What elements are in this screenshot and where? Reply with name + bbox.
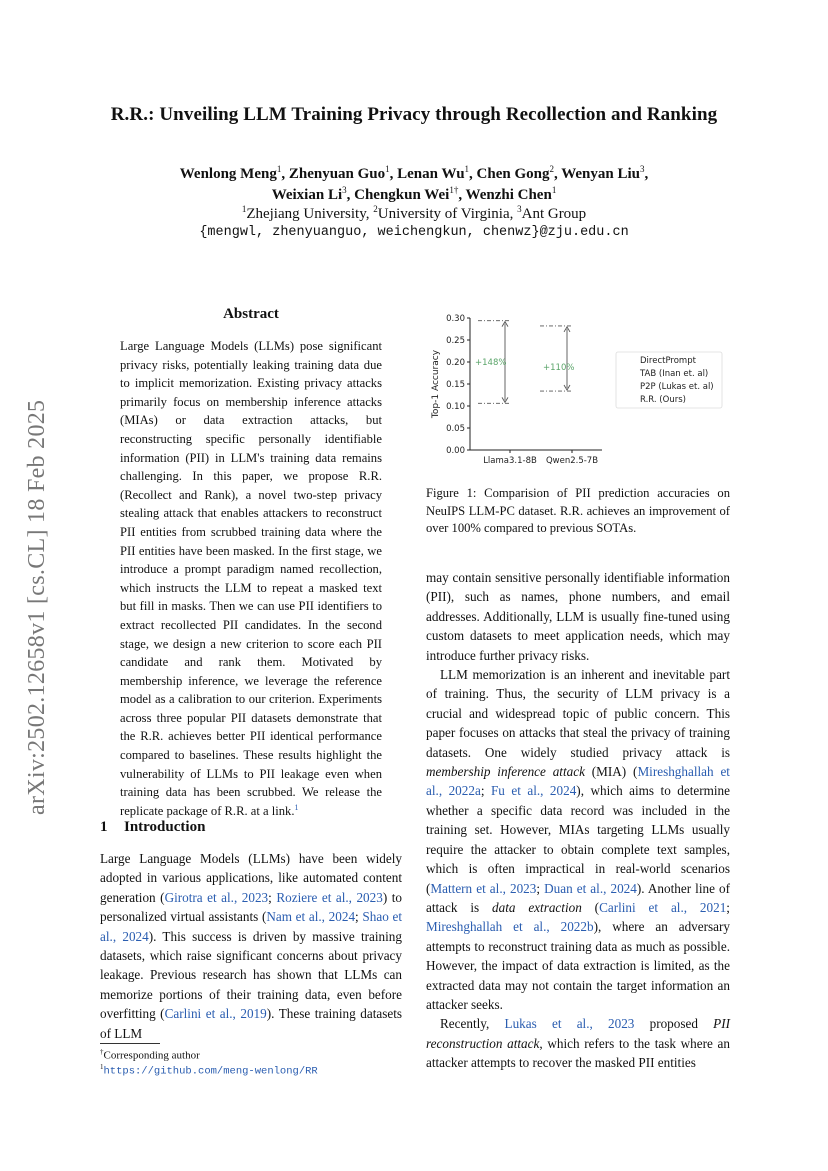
legend-entry: P2P (Lukas et. al) — [640, 382, 714, 392]
footnote-number: 1 — [100, 1063, 104, 1071]
x-tick-label: Llama3.1-8B — [483, 456, 537, 466]
figure-1-chart — [426, 308, 730, 473]
accuracy-bar-chart — [426, 308, 730, 473]
author-name: Wenyan Liu — [561, 166, 640, 182]
author-name: Zhenyuan Guo — [288, 166, 386, 182]
citation-link[interactable]: Lukas et al., 2023 — [504, 1016, 635, 1032]
citation-link[interactable]: Mireshghallah et al., 2022a — [426, 764, 730, 799]
footnote-marker[interactable]: 1 — [294, 802, 299, 812]
repository-link[interactable]: https://github.com/meng-wenlong/RR — [103, 1065, 318, 1078]
author-emails: {mengwl, zhenyuanguo, weichengkun, chenwz}@zju.edu.cn — [199, 225, 629, 240]
text-run: ). These training datasets of LLM — [100, 1006, 402, 1041]
author-list-line-2: Weixian Li$^3$, Chengkun Wei$^{1\dagger}$, Wenzhi Chen$^1$ — [271, 185, 557, 203]
affiliations: $^1$Zhejiang University, $^2$University of Virginia, $^3$Ant Group — [241, 204, 587, 222]
author-list-line-1: Wenlong Meng$^1$, Zhenyuan Guo$^1$, Lenan Wu$^1$, Chen Gong$^2$, Wenyan Liu$^3$, — [179, 164, 649, 182]
abstract-heading: Abstract — [223, 306, 279, 322]
y-tick-label: 0.20 — [446, 358, 465, 368]
superscript-mark: 3 — [342, 185, 347, 195]
citation-link[interactable]: Roziere et al., 2023 — [276, 889, 383, 905]
text-run: LLM memorization is an inherent and inevitable part of training. Thus, the security of LLM privacy is a crucial and widespread topic of public concern. This paper focuses on attacks that steal the privacy of training datasets. One widely studied privacy attack is — [426, 667, 730, 760]
footnote-divider — [100, 1043, 160, 1044]
improvement-label: +148% — [475, 358, 507, 368]
text-run: ), where an adversary attempts to reconstruct training data as much as possible. However, the impact of data extraction is limited, as the extracted data may not contain the target information an attacker seeks. — [426, 919, 730, 1012]
introduction-paragraph — [100, 849, 402, 1043]
superscript-mark: 3 — [517, 204, 522, 214]
footnote-link — [100, 1063, 318, 1078]
author-name: Weixian Li — [271, 187, 343, 203]
footnote-text: Corresponding author — [103, 1049, 200, 1062]
paper-title: R.R.: Unveiling LLM Training Privacy through Recollection and Ranking — [110, 104, 718, 125]
footnote-corresponding — [100, 1048, 200, 1062]
author-name: Wenlong Meng — [179, 166, 277, 182]
emphasized-term: data extraction — [492, 899, 582, 915]
text-run: ; — [726, 899, 730, 915]
text-run: (MIA) ( — [584, 764, 638, 780]
text-run: Large Language Models (LLMs) have been widely adopted in various applications, like automated content generation ( — [100, 851, 402, 905]
citation-link[interactable]: Carlini et al., 2019 — [164, 1006, 267, 1022]
text-run: ( — [581, 899, 600, 915]
superscript-mark: 1 — [464, 164, 470, 174]
citation-link[interactable]: Shao et al., 2024 — [100, 909, 402, 944]
superscript-mark: 2 — [373, 204, 378, 214]
intro-paragraph-1 — [100, 849, 402, 1043]
text-run: ; — [480, 783, 491, 799]
legend-entry: R.R. (Ours) — [640, 395, 686, 405]
arxiv-identifier: arXiv:2502.12658v1 [cs.CL] 18 Feb 2025 — [24, 399, 50, 816]
text-run: ) to personalized virtual assistants ( — [100, 889, 402, 925]
text-run: ; — [536, 880, 545, 896]
superscript-mark: 1 — [276, 164, 282, 174]
text-run: , which refers to the task where an attacker attempts to recover the masked PII entities — [426, 1035, 730, 1071]
legend-entry: TAB (Inan et. al) — [640, 369, 709, 379]
superscript-mark: 1 — [385, 164, 390, 174]
superscript-mark: 1† — [449, 185, 459, 195]
author-name: Lenan Wu — [397, 166, 465, 182]
figure-1-caption: Figure 1: Comparision of PII prediction accuracies on NeuIPS LLM-PC dataset. R.R. achieves an improvement of over 100% compared to previous SOTAs. — [426, 486, 730, 536]
abstract-paragraph: Large Language Models (LLMs) pose significant privacy risks, potentially leaking training data due to implicit memorization. Existing privacy attacks primarily focus on membership inference attacks (MIAs) or data extraction attacks, but reconstructing specific personally identifiable information (PII) in LLM's training data remains challenging. In this paper, we propose R.R. (Recollect and Rank), a novel two-step privacy stealing attack that enables attackers to reconstruct PII entities from scrubbed training data where the PII entities have been masked. In the first stage, we introduce a prompt paradigm named recollection, which instructs the LLM to repeat a masked text but fill in masks. Then we can use PII identifiers to extract recollected PII candidates. In the second stage, we design a new criterion to score each PII candidate and rank them. Motivated by membership inference, we leverage the reference model as a calibration to our criterion. Experiments across three popular PII datasets demonstrate that the R.R. achieves better PII identical performance compared to baselines. These results highlight the vulnerability of LLMs to PII leakage even when training data has been scrubbed. We release the replicate package of R.R. at a link. — [120, 339, 382, 818]
citation-link[interactable]: Carlini et al., 2021 — [599, 899, 727, 915]
y-tick-label: 0.25 — [446, 336, 465, 346]
superscript-mark: 1 — [551, 185, 557, 195]
emphasized-term: PII reconstruction attack — [426, 1016, 730, 1051]
y-tick-label: 0.10 — [446, 402, 465, 412]
citation-link[interactable]: Fu et al., 2024 — [490, 783, 577, 799]
affiliation-name: Zhejiang University — [246, 206, 366, 222]
right-paragraph-1 — [426, 568, 730, 665]
author-name: Wenzhi Chen — [465, 187, 552, 203]
citation-link[interactable]: Duan et al., 2024 — [544, 880, 637, 896]
y-axis-label: Top-1 Accuracy — [431, 349, 441, 419]
legend-entry: DirectPrompt — [640, 356, 696, 366]
text-run: Recently, — [440, 1016, 505, 1032]
x-tick-label: Qwen2.5-7B — [545, 456, 599, 466]
right-paragraph-2 — [426, 665, 730, 1014]
emphasized-term: membership inference attack — [426, 764, 585, 780]
text-run: may contain sensitive personally identifiable information (PII), such as names, phone numbers, and email addresses. Additionally, LLM is usually fine-tuned using custom datasets to meet application needs, which may introduce further privacy risks. — [426, 570, 730, 663]
y-tick-label: 0.05 — [446, 424, 465, 434]
right-column-text — [426, 568, 730, 1073]
author-name: Chengkun Wei — [354, 187, 450, 203]
affiliation-name: Ant Group — [521, 206, 587, 222]
text-run: ; — [355, 909, 363, 925]
section-number: 1 — [100, 819, 108, 835]
superscript-mark: 3 — [640, 164, 645, 174]
text-run: ; — [268, 889, 277, 905]
section-heading-introduction — [100, 819, 205, 836]
section-title: Introduction — [124, 819, 206, 835]
citation-link[interactable]: Girotra et al., 2023 — [164, 889, 269, 905]
y-tick-label: 0.15 — [446, 380, 465, 390]
citation-link[interactable]: Nam et al., 2024 — [266, 909, 356, 925]
text-run: ). Another line of attack is — [426, 880, 730, 915]
superscript-mark: 1 — [241, 204, 247, 214]
affiliation-name: University of Virginia — [377, 206, 510, 222]
footnote-dagger: † — [100, 1048, 104, 1056]
y-tick-label: 0.00 — [446, 446, 465, 456]
text-run: proposed — [634, 1016, 714, 1032]
text-run: ). This success is driven by massive training datasets, which raise significant concerns about privacy leakage. Previous research has shown that LLMs can memorize portions of their training data, even before overfitting ( — [100, 928, 402, 1022]
right-paragraph-3 — [426, 1014, 730, 1072]
abstract-text — [120, 337, 382, 820]
citation-link[interactable]: Mattern et al., 2023 — [430, 880, 537, 896]
citation-link[interactable]: Mireshghallah et al., 2022b — [426, 919, 594, 935]
y-tick-label: 0.30 — [446, 314, 465, 324]
improvement-label: +110% — [543, 363, 575, 373]
author-name: Chen Gong — [476, 166, 550, 182]
superscript-mark: 2 — [549, 164, 554, 174]
text-run: ), which aims to determine whether a specific data record was included in the training set. However, MIAs targeting LLMs usually require the attacker to obtain complete text samples, which is often impractical in real-world scenarios ( — [426, 783, 730, 896]
